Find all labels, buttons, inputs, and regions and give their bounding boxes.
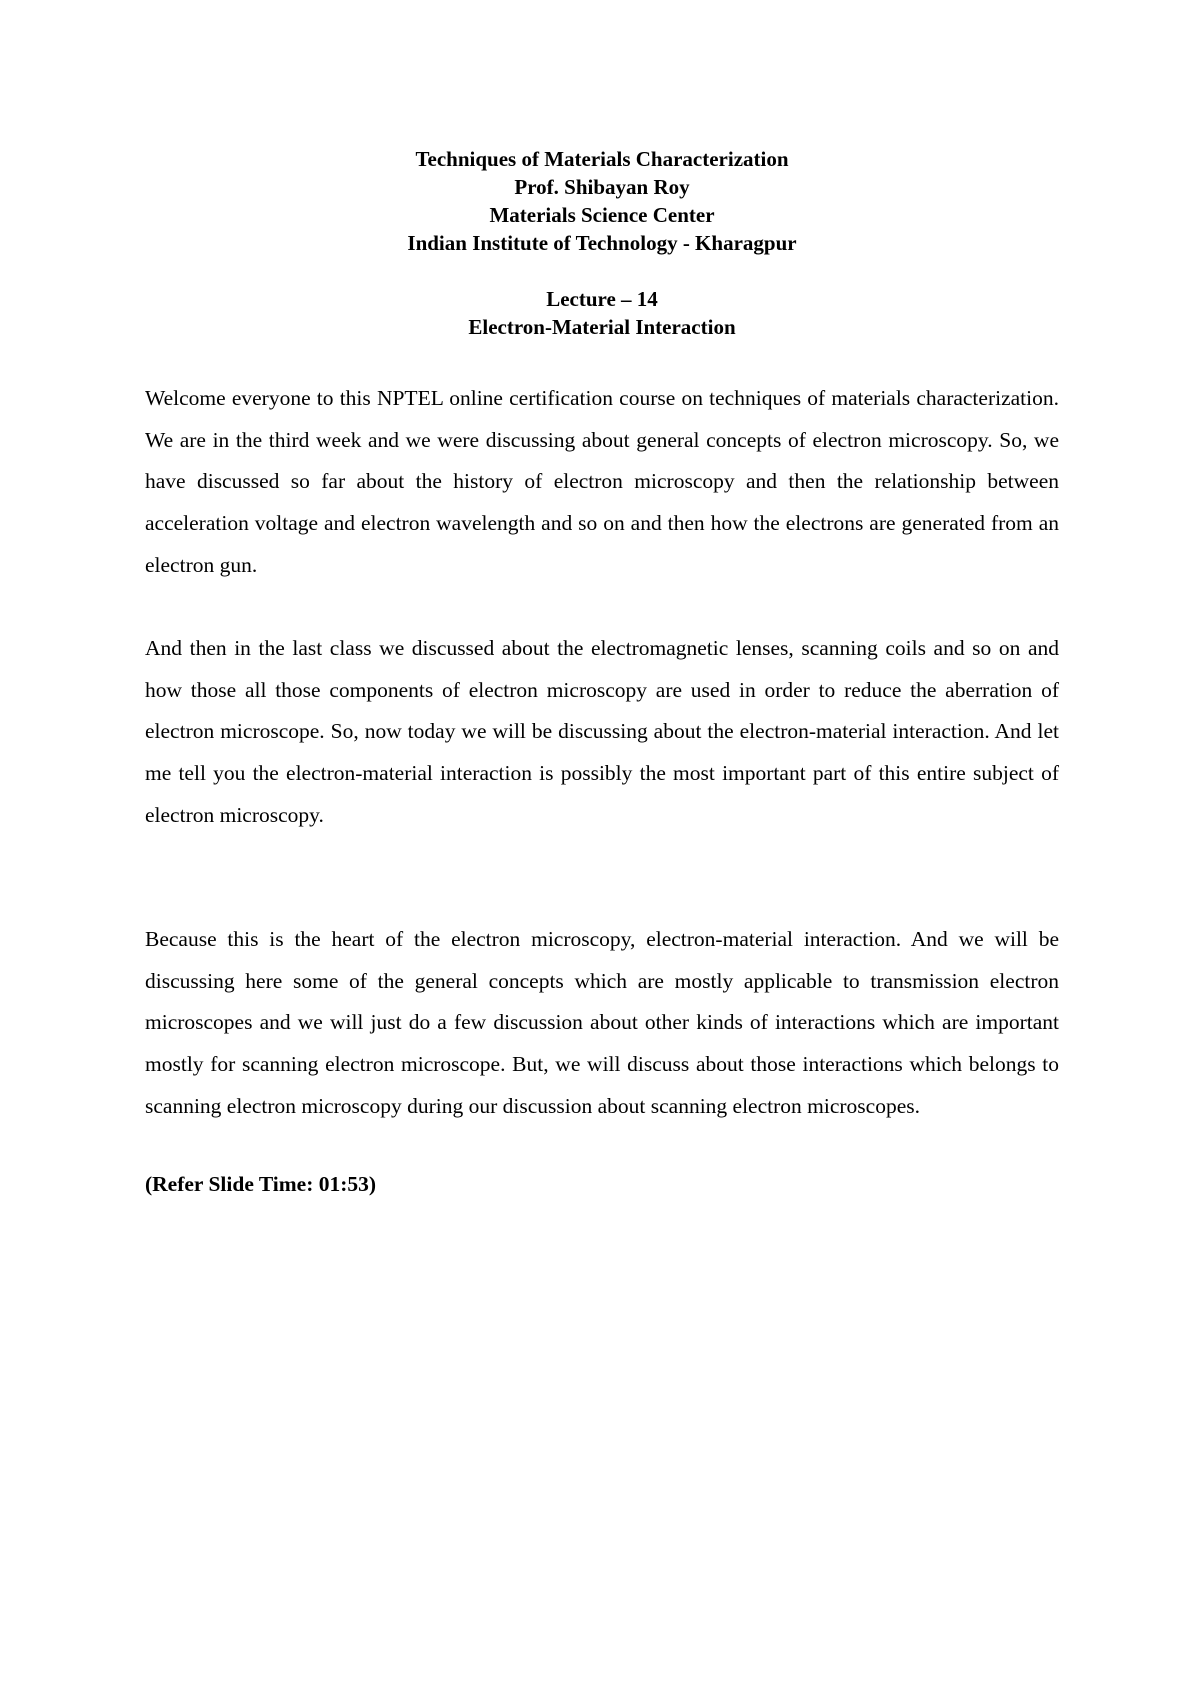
paragraph: And then in the last class we discussed about the electromagnetic lenses, scanning coils and so on and how those all those components of electron microscopy are used in order to reduce the aberration of electron microscope. So, now today we will be discussing about the electron-material interaction. And let me tell you the electron-material interaction is possibly the most important part of this entire subject of electron microscopy. bbox=[145, 636, 1059, 827]
lecture-title: Electron-Material Interaction bbox=[468, 315, 736, 339]
paragraph: Welcome everyone to this NPTEL online certification course on techniques of materials characterization. We are in the third week and we were discussing about general concepts of electron microscopy. So, we have discussed so far about the history of electron microscopy and then the relationship between acceleration voltage and electron wavelength and so on and then how the electrons are generated from an electron gun. bbox=[145, 386, 1059, 577]
document-header bbox=[145, 145, 1059, 257]
department-name: Materials Science Center bbox=[489, 203, 715, 227]
slide-time-reference: (Refer Slide Time: 01:53) bbox=[145, 1172, 377, 1196]
lecture-heading bbox=[145, 285, 1059, 341]
institute-name: Indian Institute of Technology - Kharagpur bbox=[407, 231, 797, 255]
paragraph: Because this is the heart of the electron microscopy, electron-material interaction. And we will be discussing here some of the general concepts which are mostly applicable to transmission electron microscopes and we will just do a few discussion about other kinds of interactions which are important mostly for scanning electron microscope. But, we will discuss about those interactions which belongs to scanning electron microscopy during our discussion about scanning electron microscopes. bbox=[145, 927, 1059, 1118]
professor-name: Prof. Shibayan Roy bbox=[514, 175, 690, 199]
lecture-number: Lecture – 14 bbox=[546, 287, 658, 311]
course-title: Techniques of Materials Characterization bbox=[415, 147, 789, 171]
